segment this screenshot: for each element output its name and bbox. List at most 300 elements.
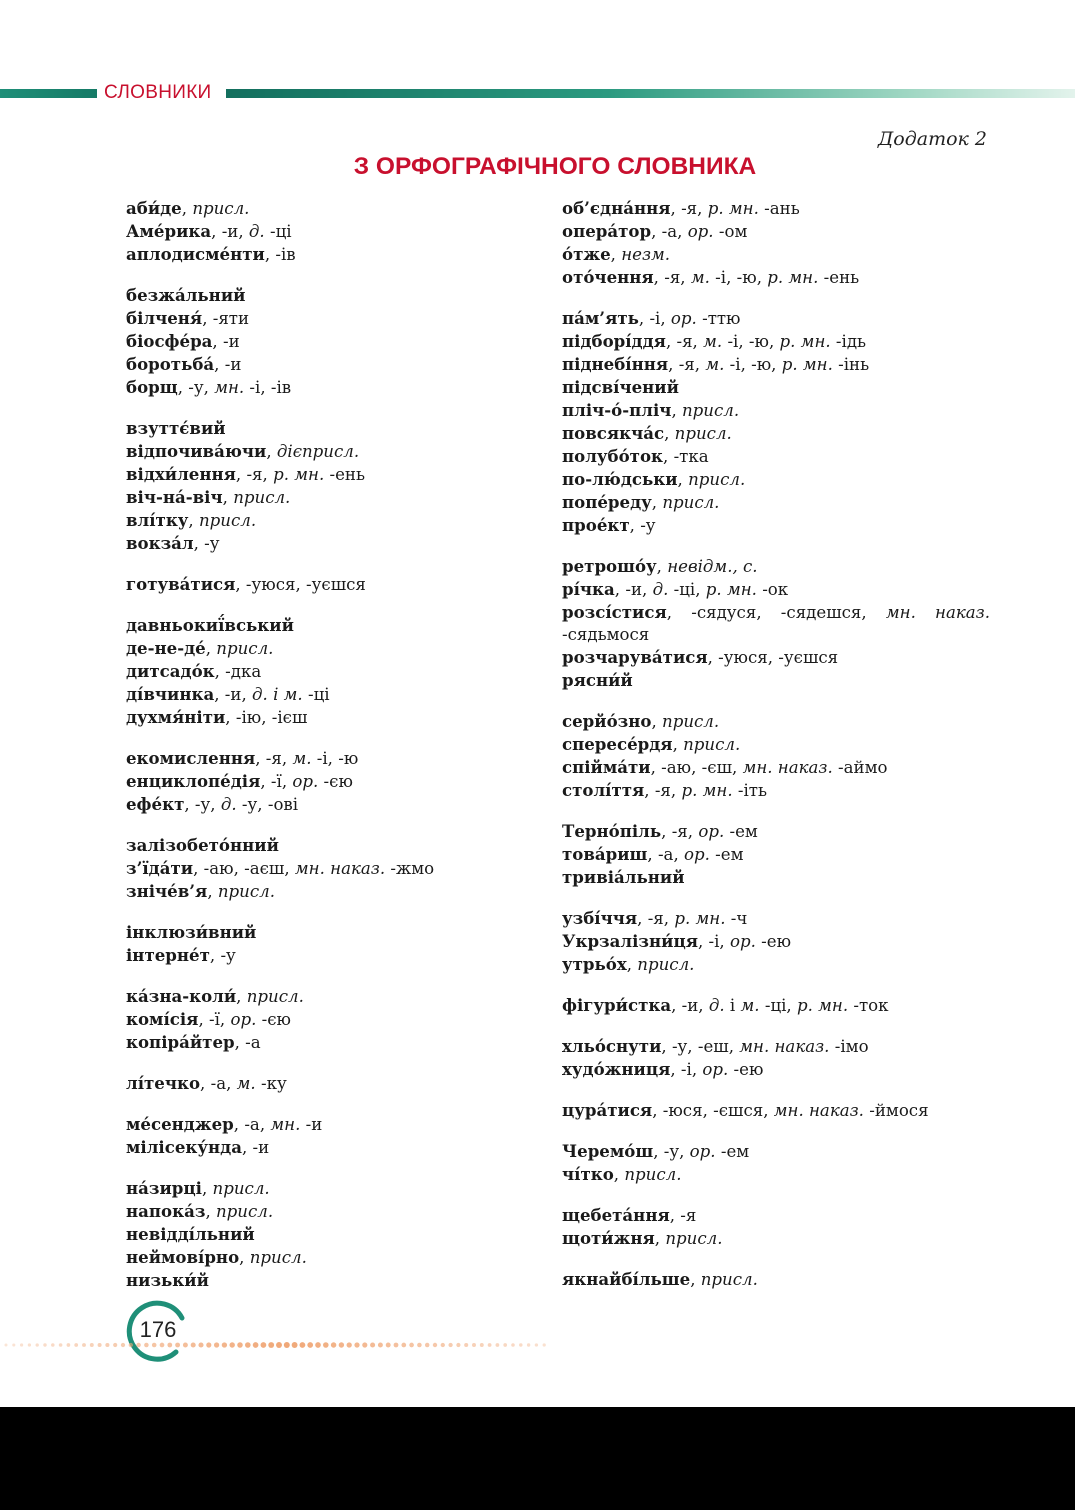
dictionary-entry [562, 866, 990, 889]
footer-dot [339, 1342, 344, 1347]
headword: Аме́рика [126, 221, 212, 241]
grammar-label: присл. [246, 987, 304, 1006]
headword: аплодисме́нти [126, 244, 265, 264]
headword: дитсадо́к [126, 661, 215, 681]
inflection: -імо [829, 1037, 869, 1056]
entry-group [126, 614, 526, 729]
grammar-label: ор. [230, 1010, 257, 1029]
inflection: -ок [756, 580, 789, 599]
headword: влі́тку [126, 510, 189, 530]
dictionary-entry [562, 555, 990, 578]
grammar-label: ор. [292, 772, 319, 791]
grammar-label: присл. [217, 882, 276, 901]
dictionary-entry [562, 197, 990, 220]
inflection: , [664, 424, 675, 443]
dictionary-entry [126, 1113, 526, 1136]
headword: ка́зна-коли́ [126, 986, 237, 1006]
inflection: -ідь [830, 332, 867, 351]
headword: розсі́стися [562, 602, 667, 622]
footer-dot [28, 1343, 31, 1346]
headword: узбі́ччя [562, 908, 638, 928]
footer-dot [51, 1343, 55, 1347]
grammar-label: мн. наказ. [885, 603, 990, 622]
grammar-label: д. [652, 580, 669, 599]
grammar-label: присл. [249, 1248, 307, 1267]
headword: зніче́в’я [126, 881, 208, 901]
inflection: , -у, [653, 1142, 690, 1161]
dictionary-entry [562, 1058, 990, 1081]
inflection: , [651, 712, 663, 731]
footer-dot [331, 1342, 336, 1347]
headword: мілісеку́нда [126, 1137, 242, 1157]
dictionary-entry [562, 266, 990, 289]
inflection: -ень [818, 268, 860, 287]
inflection: -аймо [832, 758, 888, 777]
inflection: , [654, 1229, 666, 1248]
grammar-label: м. [236, 1074, 256, 1093]
grammar-label: присл. [198, 511, 257, 530]
grammar-label: присл. [688, 470, 746, 489]
grammar-label: ор. [670, 309, 697, 328]
entry-group [126, 921, 526, 967]
headword: прое́кт [562, 515, 630, 535]
inflection: -ттю [696, 309, 741, 328]
headword: якнайбі́льше [562, 1269, 691, 1289]
headword: енциклопе́дія [126, 771, 261, 791]
headword: рясни́й [562, 670, 633, 690]
dictionary-entry [562, 601, 990, 646]
dictionary-entry [126, 417, 526, 440]
headword: щебета́ння [562, 1205, 670, 1225]
inflection: , [201, 1179, 213, 1198]
headword: лі́течко [126, 1073, 201, 1093]
headword: полубо́ток [562, 446, 664, 466]
inflection: , [205, 1202, 216, 1221]
entry-group [126, 573, 526, 596]
inflection: , -аю, -єш, [650, 758, 743, 777]
inflection: -ці [264, 222, 292, 241]
headword: аби́де [126, 198, 182, 218]
dictionary-entry [126, 284, 526, 307]
footer-dot [299, 1342, 305, 1348]
inflection: , [651, 493, 663, 512]
inflection: , -у, [184, 795, 221, 814]
footer-dot [121, 1343, 125, 1347]
page-title: З ОРФОГРАФІЧНОГО СЛОВНИКА [353, 153, 757, 180]
inflection: , -яти [202, 309, 250, 328]
headword: па́м’ять [562, 308, 639, 328]
headword: ді́вчинка [126, 684, 215, 704]
headword: віч-на́-віч [126, 487, 223, 507]
dictionary-entry [126, 834, 526, 857]
grammar-label: присл. [683, 735, 741, 754]
footer-dot [98, 1343, 102, 1347]
inflection: , -я [669, 1206, 697, 1225]
grammar-label: ор. [687, 222, 714, 241]
inflection: , -а [234, 1033, 261, 1052]
footer-dot [543, 1343, 546, 1346]
footer-dot [441, 1343, 445, 1347]
dictionary-entry [562, 330, 990, 353]
entry-group [562, 307, 990, 537]
inflection: , -юся, -єшся, [652, 1101, 774, 1120]
footer-dot [90, 1343, 94, 1347]
footer-dot [67, 1343, 71, 1347]
inflection: -ем [715, 1142, 750, 1161]
dictionary-entry [562, 445, 990, 468]
inflection: , -дка [214, 662, 262, 681]
grammar-label: р. мн. [767, 268, 819, 287]
dictionary-entry [562, 820, 990, 843]
headword: підсві́чений [562, 377, 679, 397]
grammar-label: м. [740, 996, 760, 1015]
footer-dot [206, 1342, 211, 1347]
footer-dot [409, 1343, 414, 1348]
grammar-label: д. [220, 795, 237, 814]
grammar-label: мн. [270, 1115, 301, 1134]
inflection: -іть [732, 781, 768, 800]
grammar-label: р. мн. [674, 909, 726, 928]
grammar-label: присл. [700, 1270, 758, 1289]
footer-dot [401, 1343, 406, 1348]
footer-dot [448, 1343, 452, 1347]
grammar-label: присл. [662, 493, 720, 512]
dictionary-entry [126, 614, 526, 637]
headword: попе́реду [562, 492, 652, 512]
dictionary-entry [126, 463, 526, 486]
dictionary-entry [562, 220, 990, 243]
footer-dot [191, 1342, 196, 1347]
headword: об’єдна́ння [562, 198, 671, 218]
footer-dot [253, 1342, 259, 1348]
entry-group [562, 1204, 990, 1250]
headword: взуттє́вий [126, 418, 226, 438]
inflection: , -и, [671, 996, 709, 1015]
dictionary-entry [562, 491, 990, 514]
headword: спересе́рдя [562, 734, 673, 754]
headword: серйо́зно [562, 711, 652, 731]
headword: худо́жниця [562, 1059, 671, 1079]
grammar-label: ор. [729, 932, 756, 951]
headword: пліч-о́-пліч [562, 400, 672, 420]
inflection: , -я, [255, 749, 293, 768]
inflection: , -ї, [260, 772, 293, 791]
grammar-label: м. [690, 268, 710, 287]
footer-dot [36, 1343, 39, 1346]
inflection: , [677, 470, 689, 489]
grammar-label: р. мн. [705, 580, 757, 599]
headword: чі́тко [562, 1164, 614, 1184]
footer-dot [183, 1343, 188, 1348]
grammar-label: присл. [662, 712, 720, 731]
footer-dot [464, 1343, 468, 1347]
inflection: , -и, [211, 222, 249, 241]
grammar-label: ор. [689, 1142, 716, 1161]
page-number: 176 [139, 1317, 177, 1342]
inflection: , -у [629, 516, 656, 535]
footer-dot [74, 1343, 78, 1347]
dictionary-entry [126, 440, 526, 463]
grammar-label: р. мн. [779, 332, 831, 351]
headword: інклюзи́вний [126, 922, 257, 942]
dictionary-entry [562, 399, 990, 422]
inflection: , -у, [177, 378, 215, 397]
footer-dot [229, 1342, 234, 1347]
entry-group [562, 1099, 990, 1122]
dictionary-entry [562, 243, 990, 266]
headword: духмя́ніти [126, 707, 226, 727]
headword: біосфе́ра [126, 331, 213, 351]
footer-dot [113, 1343, 117, 1347]
headword: цура́тися [562, 1100, 653, 1120]
grammar-label: м. [705, 355, 725, 374]
footer-dot [519, 1343, 522, 1346]
inflection: , -і, [697, 932, 730, 951]
inflection: , -сядуся, -сядешся, [666, 603, 886, 622]
inflection: -ею [755, 932, 792, 951]
inflection: -ці, [668, 580, 706, 599]
inflection: -ці [302, 685, 330, 704]
footer-dot [488, 1343, 492, 1347]
headword: повсякча́с [562, 423, 665, 443]
appendix-label: Додаток 2 [877, 128, 987, 150]
inflection: , [672, 735, 684, 754]
inflection: -ом [713, 222, 748, 241]
entry-group [126, 1113, 526, 1159]
headword: невідді́льний [126, 1224, 255, 1244]
inflection: , -и [241, 1138, 270, 1157]
grammar-label: присл. [216, 639, 274, 658]
entry-group [562, 1268, 990, 1291]
footer-dot [284, 1342, 290, 1348]
grammar-label: невідм., с. [667, 557, 758, 576]
footer-dot [59, 1343, 63, 1347]
grammar-label: р. мн. [781, 355, 833, 374]
footer-dot [417, 1343, 422, 1348]
headword: Черемо́ш [562, 1141, 654, 1161]
footer-dot [276, 1342, 282, 1348]
inflection: , -я, [670, 199, 708, 218]
inflection: -сядьмося [562, 625, 650, 644]
inflection: -ею [728, 1060, 764, 1079]
grammar-label: присл. [624, 1165, 682, 1184]
inflection: , -у, -еш, [661, 1037, 740, 1056]
headword: това́риш [562, 844, 648, 864]
footer-dot [237, 1342, 243, 1348]
inflection: , [222, 488, 234, 507]
footer-dot [292, 1342, 298, 1348]
inflection: , [626, 955, 638, 974]
dictionary-entry [126, 1136, 526, 1159]
header-bar-left [0, 89, 97, 98]
entry-group [562, 907, 990, 976]
dictionary-entry [126, 637, 526, 660]
inflection: , [690, 1270, 701, 1289]
footer-dot [472, 1343, 476, 1347]
dictionary-entry [126, 747, 526, 770]
inflection: -ці, [759, 996, 797, 1015]
entry-group [126, 417, 526, 555]
dictionary-entry [126, 985, 526, 1008]
headword: хльо́снути [562, 1036, 662, 1056]
inflection: , [610, 245, 622, 264]
dictionary-entry [562, 1099, 990, 1122]
inflection: , -и [212, 332, 240, 351]
inflection: -і, -ю, [724, 355, 782, 374]
footer-dot [12, 1343, 15, 1346]
dictionary-entry [126, 307, 526, 330]
footer-dots-decoration [0, 1338, 560, 1352]
grammar-label: незм. [621, 245, 671, 264]
grammar-label: д. [248, 222, 265, 241]
entry-group [562, 197, 990, 289]
headword: відпочива́ючи [126, 441, 267, 461]
headword: комі́сія [126, 1009, 199, 1029]
footer-dot [425, 1343, 429, 1347]
dictionary-column-right [562, 197, 990, 1309]
footer-dot [4, 1343, 7, 1346]
dictionary-entry [562, 756, 990, 779]
inflection: , -ї, [198, 1010, 231, 1029]
headword: напока́з [126, 1201, 206, 1221]
dictionary-entry [126, 197, 526, 220]
dictionary-entry [562, 307, 990, 330]
dictionary-entry [126, 573, 526, 596]
inflection: -єю [318, 772, 353, 791]
inflection: , -а, [647, 845, 684, 864]
inflection: , -я, [653, 268, 691, 287]
inflection: -и [300, 1115, 323, 1134]
headword: опера́тор [562, 221, 652, 241]
inflection: , [239, 1248, 250, 1267]
inflection: -ем [724, 822, 758, 841]
headword: столі́ття [562, 780, 645, 800]
footer-dot [370, 1342, 375, 1347]
dictionary-entry [126, 532, 526, 555]
entry-group [562, 555, 990, 692]
grammar-label: мн. наказ. [739, 1037, 830, 1056]
grammar-label: м. [292, 749, 312, 768]
footer-dot [347, 1342, 352, 1347]
footer-dot [222, 1342, 227, 1347]
entry-group [126, 1072, 526, 1095]
inflection: , [266, 442, 277, 461]
dictionary-entry [126, 376, 526, 399]
inflection: , -а, [200, 1074, 237, 1093]
grammar-label: р. мн. [273, 465, 325, 484]
inflection: -єю [256, 1010, 291, 1029]
footer-dot [307, 1342, 313, 1348]
inflection: , -я, [644, 781, 682, 800]
dictionary-entry [562, 930, 990, 953]
inflection: -і, -ю, [709, 268, 768, 287]
footer-dot [20, 1343, 23, 1346]
headword: на́зирці [126, 1178, 202, 1198]
inflection: , -и, [614, 580, 653, 599]
inflection: , [613, 1165, 625, 1184]
dictionary-entry [126, 1223, 526, 1246]
footer-dot [198, 1342, 203, 1347]
footer-dot [245, 1342, 251, 1348]
headword: боротьба́ [126, 354, 215, 374]
dictionary-entry [562, 994, 990, 1017]
entry-group [126, 1177, 526, 1292]
inflection: , -я, [235, 465, 274, 484]
dictionary-entry [126, 330, 526, 353]
grammar-label: присл. [212, 1179, 270, 1198]
grammar-label: р. мн. [681, 781, 733, 800]
dictionary-entry [126, 1008, 526, 1031]
headword: залізобето́нний [126, 835, 279, 855]
dictionary-entry [126, 353, 526, 376]
footer-dot [136, 1343, 140, 1347]
footer-dot [394, 1343, 399, 1348]
grammar-label: д. [708, 996, 725, 1015]
inflection: -ч [725, 909, 748, 928]
grammar-label: дієприсл. [276, 442, 360, 461]
dictionary-entry [562, 953, 990, 976]
grammar-label: р. мн. [707, 199, 759, 218]
inflection: , -уюся, -уєшся [235, 575, 366, 594]
footer-dot [496, 1343, 500, 1347]
headword: неймові́рно [126, 1247, 240, 1267]
headword: білченя́ [126, 308, 203, 328]
footer-dot [503, 1343, 507, 1347]
dictionary-entry [562, 1227, 990, 1250]
headword: Укрзалізни́ця [562, 931, 698, 951]
dictionary-entry [126, 793, 526, 816]
entry-group [126, 747, 526, 816]
headword: екомислення [126, 748, 256, 768]
footer-dot [511, 1343, 515, 1347]
dictionary-entry [126, 683, 526, 706]
dictionary-entry [126, 509, 526, 532]
inflection: -ку [255, 1074, 287, 1093]
footer-dot [480, 1343, 484, 1347]
dictionary-column-left [126, 197, 526, 1310]
grammar-label: присл. [665, 1229, 723, 1248]
footer-dot [160, 1343, 165, 1348]
footer-dot [167, 1343, 172, 1348]
grammar-label: присл. [674, 424, 732, 443]
section-label: СЛОВНИКИ [104, 82, 212, 103]
inflection: , -і, [638, 309, 671, 328]
headword: готува́тися [126, 574, 236, 594]
entry-group [562, 1035, 990, 1081]
inflection: , -тка [663, 447, 709, 466]
inflection: , -я, [661, 822, 699, 841]
footer-dot [527, 1343, 530, 1346]
footer-dot [152, 1343, 157, 1348]
dictionary-entry [126, 1269, 526, 1292]
entry-group [562, 1140, 990, 1186]
grammar-label: ор. [702, 1060, 729, 1079]
inflection: , -ію, -ієш [225, 708, 308, 727]
entry-group [562, 820, 990, 889]
grammar-label: мн. наказ. [742, 758, 833, 777]
inflection: -ень [324, 465, 366, 484]
headword: фігури́стка [562, 995, 672, 1015]
inflection: -у, -ові [236, 795, 299, 814]
dictionary-entry [562, 1268, 990, 1291]
footer-dot [175, 1343, 180, 1348]
dictionary-entry [562, 422, 990, 445]
headword: щоти́жня [562, 1228, 655, 1248]
dictionary-entry [562, 1035, 990, 1058]
grammar-label: мн. наказ. [773, 1101, 864, 1120]
headword: ефе́кт [126, 794, 185, 814]
footer-dot [378, 1343, 383, 1348]
